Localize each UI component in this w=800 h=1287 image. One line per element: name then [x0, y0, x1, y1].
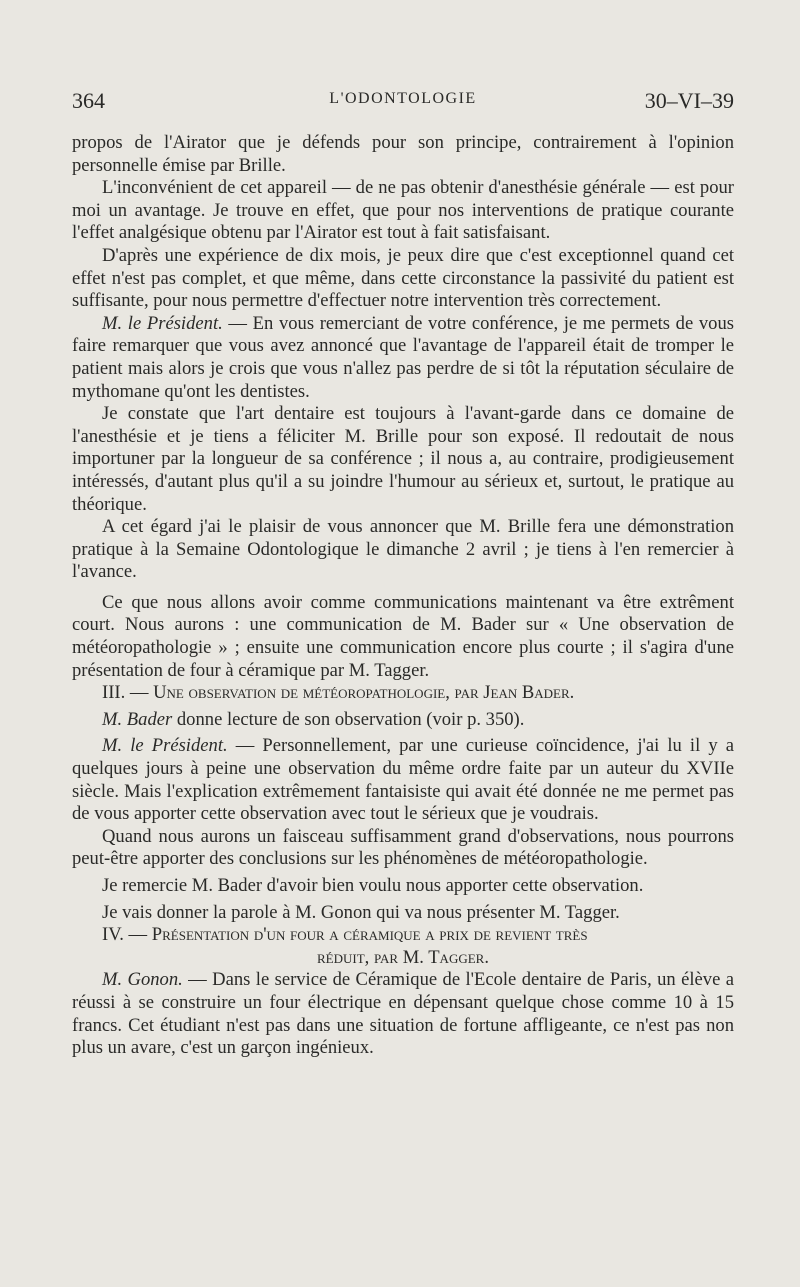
page-header: [72, 88, 734, 118]
paragraph: [72, 735, 734, 825]
paragraph: [72, 709, 734, 732]
speaker-name: M. Gonon.: [102, 969, 183, 991]
issue-date: 30–VI–39: [644, 88, 734, 113]
paragraph: Ce que nous allons avoir comme communications maintenant va être extrêment court. Nous aurons : une communication de M. Bader sur « Une observation de météoropathologie » ; ensuite une communication encore plus courte ; il s'agira d'une présentation de four à céramique par M. Tagger.: [72, 591, 734, 681]
section-heading-iii: III. — Une observation de météoropathologie, par Jean Bader.: [102, 682, 575, 704]
paragraph: Quand nous aurons un faisceau suffisamment grand d'observations, nous pourrons peut-être apporter des conclusions sur les phénomènes de météoropathologie.: [72, 825, 734, 870]
paragraph: [72, 313, 734, 403]
paragraph: L'inconvénient de cet appareil — de ne pas obtenir d'anesthésie générale — est pour moi un avantage. Je trouve en effet, que pour nos interventions de pratique courante l'effet analgésique obtenu par l'Airator est tout à fait satisfaisant.: [72, 177, 734, 244]
speaker-name: M. le Président.: [102, 312, 223, 334]
journal-title: L'ODONTOLOGIE: [329, 90, 477, 107]
speech-text: donne lecture de son observation (voir p. 350).: [172, 708, 525, 730]
paragraph: propos de l'Airator que je défends pour son principe, contrairement à l'opinion personnelle émise par Brille.: [72, 132, 734, 176]
paragraph: D'après une expérience de dix mois, je peux dire que c'est exceptionnel quand cet effet n'est pas complet, et que même, dans cette circonstance la passivité du patient est suffisante, pour nous permettre d'effectuer notre intervention très correctement.: [72, 244, 734, 312]
paragraph: Je remercie M. Bader d'avoir bien voulu nous apporter cette observation.: [102, 875, 644, 896]
speaker-name: M. Bader: [102, 708, 173, 730]
section-heading-iv-cont: réduit, par M. Tagger.: [317, 946, 489, 968]
page-number: 364: [72, 88, 105, 113]
paragraph: A cet égard j'ai le plaisir de vous annoncer que M. Brille fera une démonstration pratique à la Semaine Odontologique le dimanche 2 avril ; je tiens à l'en remercier à l'avance.: [72, 516, 734, 583]
speech-text: — Dans le service de Céramique de l'Ecole dentaire de Paris, un élève a réussi à se construire un four électrique en dépensant quelque chose comme 10 à 15 francs. Cet étudiant n'est pas dans une situation de fortune affligeante, ce n'est pas non plus un avare, c'est un garçon ingénieux.: [72, 969, 734, 1059]
section-heading-iv: IV. — Présentation d'un four a céramique a prix de revient très: [102, 924, 588, 946]
paragraph: Je constate que l'art dentaire est toujours à l'avant-garde dans ce domaine de l'anesthésie et je tiens a féliciter M. Brille pour son exposé. Il redoutait de nous importuner par la longueur de sa conférence ; il nous a, au contraire, prodigieusement intéressés, d'autant plus qu'il a su joindre l'humour au sérieux et, surtout, le pratique au théorique.: [72, 403, 734, 515]
speech-text: — Personnellement, par une curieuse coïncidence, j'ai lu il y a quelques jours à peine une observation du même ordre faite par un auteur du XVIIe siècle. Mais l'explication extrêmement fantaisiste qui avait été donnée ne me permet pas de vous apporter cette observation avec tout le sérieux que je voudrais.: [72, 735, 734, 825]
paragraph: Je vais donner la parole à M. Gonon qui va nous présenter M. Tagger.: [102, 901, 620, 923]
speech-text: — En vous remerciant de votre conférence, je me permets de vous faire remarquer que vous avez annoncé que l'avantage de l'appareil était de tromper le patient mais alors je crois que vous n'allez pas perdre de si tôt la réputation séculaire de mythomane qu'ont les dentistes.: [72, 312, 734, 402]
speaker-name: M. le Président.: [102, 735, 228, 757]
paragraph: [72, 969, 734, 1059]
body-text: [72, 132, 734, 1060]
